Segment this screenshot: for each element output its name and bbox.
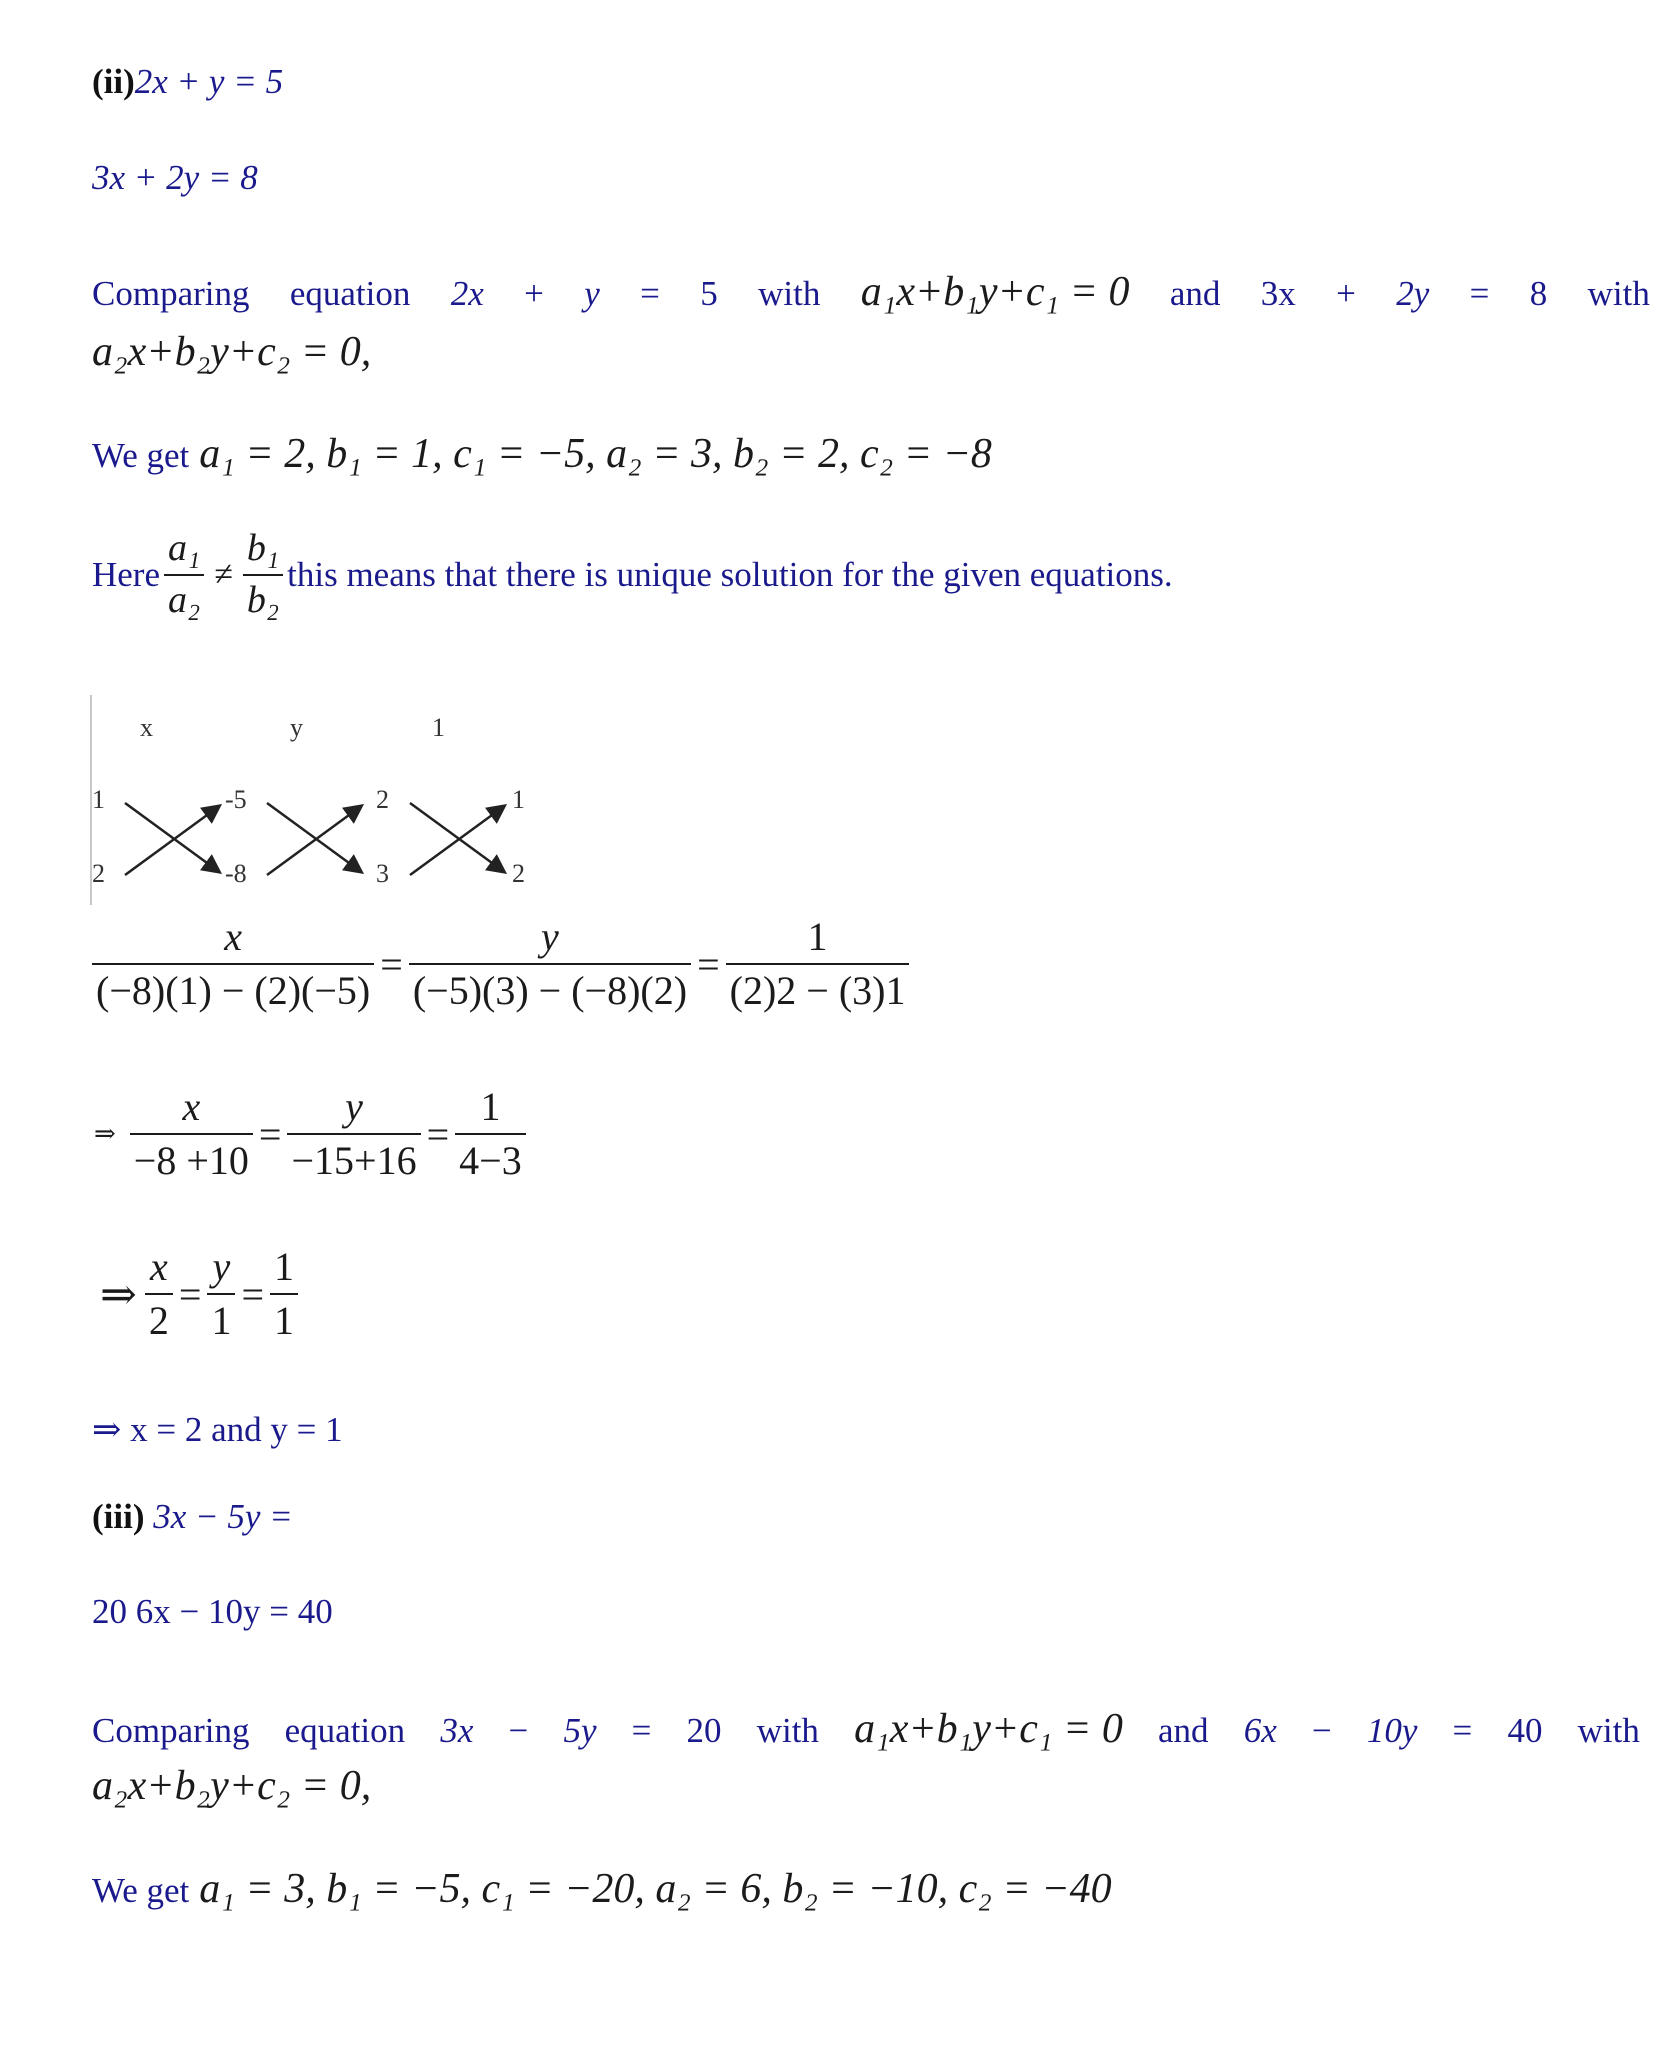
step-1-equation (92, 915, 909, 1013)
part-ii-equation-1: 2x + y = 5 (134, 62, 284, 101)
equals-sign: = (426, 1111, 450, 1157)
fraction-y (409, 915, 691, 1013)
numerator: x (149, 1244, 168, 1289)
equals-sign: = (380, 941, 403, 987)
word: 8 (1529, 274, 1548, 313)
fraction-1 (726, 915, 910, 1013)
we-get-label: We get (92, 1871, 190, 1910)
word: 5 (700, 274, 718, 313)
denominator: 4−3 (459, 1138, 522, 1183)
not-equal-sign: ≠ (214, 555, 233, 593)
fraction-y (287, 1085, 420, 1183)
ratio-b-den: b₂ (246, 578, 280, 621)
fraction-bar (92, 963, 374, 965)
fraction-1 (270, 1245, 298, 1343)
denominator: 2 (148, 1298, 169, 1343)
coefficient-values: a₁ = 2, b₁ = 1, c₁ = −5, a₂ = 3, b₂ = 2, c₂ = −8 (199, 431, 992, 477)
diagram-header-1: 1 (432, 713, 445, 742)
denominator: (2)2 − (3)1 (729, 968, 906, 1013)
part-ii-label: (ii) (92, 62, 135, 101)
numerator: x (182, 1084, 201, 1129)
word: 3x (440, 1711, 474, 1750)
word: 5y (563, 1711, 597, 1750)
word: = (1469, 274, 1490, 313)
part-iii-heading (92, 1497, 293, 1537)
diagram-value: -8 (225, 859, 247, 888)
fraction-1 (455, 1085, 526, 1183)
we-get-label: We get (92, 436, 190, 475)
fraction-x (130, 1085, 253, 1183)
diagram-value: 2 (376, 785, 389, 814)
fraction-x (145, 1245, 173, 1343)
general-form-1: a₁x+b₁y+c₁ = 0 (854, 1706, 1123, 1752)
part-ii-equation-2: 3x + 2y = 8 (92, 158, 258, 197)
fraction-bar (243, 574, 283, 576)
word: y (584, 274, 600, 313)
word: 20 (686, 1711, 722, 1750)
word: 10y (1366, 1711, 1418, 1750)
word: equation (284, 1711, 406, 1750)
general-form-1: a₁x+b₁y+c₁ = 0 (860, 269, 1130, 315)
part-ii-we-get (92, 430, 992, 478)
numerator: 1 (807, 914, 828, 959)
diagram-value: 1 (92, 785, 105, 814)
part-iii-we-get (92, 1865, 1112, 1913)
ratio-a-num: a₁ (168, 527, 201, 569)
word: = (1452, 1711, 1473, 1750)
part-ii-result: ⇒ x = 2 and y = 1 (92, 1410, 343, 1449)
word: 3x (1260, 274, 1296, 313)
part-ii-here-line (92, 528, 1173, 622)
word: 2y (1396, 274, 1430, 313)
cross-arrows-icon (90, 695, 550, 910)
word: and (1169, 274, 1221, 313)
fraction-bar (409, 963, 691, 965)
word: = (631, 1711, 652, 1750)
cross-multiplication-diagram (90, 695, 550, 910)
fraction-y (207, 1245, 235, 1343)
step-3-equation (94, 1245, 298, 1343)
equals-sign: = (178, 1271, 202, 1317)
implies-arrow-icon: ⇒ (100, 1269, 137, 1319)
equals-sign: = (241, 1271, 264, 1317)
numerator: 1 (274, 1244, 294, 1289)
equals-sign: = (258, 1111, 282, 1157)
fraction-bar (164, 574, 204, 576)
word: = (640, 274, 660, 313)
denominator: 1 (211, 1298, 232, 1343)
word: with (756, 1711, 819, 1750)
part-ii-comparing-line (92, 268, 1650, 316)
word: + (1336, 274, 1356, 313)
numerator: 1 (480, 1084, 501, 1129)
word: Comparing (92, 1711, 250, 1750)
word: with (758, 274, 821, 313)
word: equation (289, 274, 411, 313)
word: with (1577, 1711, 1640, 1750)
part-iii-general-form-2: a₂x+b₂y+c₂ = 0, (92, 1763, 372, 1809)
numerator: y (345, 1084, 363, 1129)
part-iii-comparing-line (92, 1705, 1640, 1753)
ratio-b-num: b₁ (246, 527, 280, 569)
diagram-header-x: x (140, 713, 153, 742)
fraction-bar (726, 963, 910, 965)
part-iii-equation-2: 20 6x − 10y = 40 (92, 1592, 333, 1631)
here-explanation: this means that there is unique solution for the given equations. (287, 554, 1173, 594)
denominator: (−5)(3) − (−8)(2) (412, 968, 688, 1013)
denominator: 1 (274, 1298, 294, 1343)
fraction-bar (270, 1293, 298, 1295)
step-2-equation (88, 1085, 526, 1183)
equals-sign: = (697, 941, 720, 987)
diagram-value: 2 (512, 859, 525, 888)
ratio-a-den: a₂ (168, 578, 201, 621)
fraction-bar (287, 1133, 420, 1135)
part-iii-label: (iii) (92, 1497, 145, 1536)
numerator: x (224, 914, 242, 959)
word: − (1311, 1711, 1332, 1750)
word: 6x (1243, 1711, 1277, 1750)
denominator: (−8)(1) − (2)(−5) (96, 968, 371, 1013)
word: 40 (1507, 1711, 1543, 1750)
numerator: y (541, 914, 559, 959)
diagram-value: -5 (225, 785, 247, 814)
implies-arrow-icon: ⇒ (94, 1119, 116, 1148)
ratio-b (243, 528, 283, 622)
part-ii-heading (92, 62, 283, 102)
word: Comparing (92, 274, 250, 313)
word: with (1587, 274, 1650, 313)
fraction-bar (207, 1293, 235, 1295)
part-iii-equation-1: 3x − 5y = (153, 1497, 293, 1536)
numerator: y (212, 1244, 231, 1289)
diagram-value: 3 (376, 859, 389, 888)
diagram-header-y: y (290, 713, 303, 742)
ratio-a (164, 528, 204, 622)
coefficient-values: a₁ = 3, b₁ = −5, c₁ = −20, a₂ = 6, b₂ = −10, c₂ = −40 (199, 1866, 1112, 1912)
word: and (1158, 1711, 1209, 1750)
diagram-value: 1 (512, 785, 525, 814)
word: 2x (450, 274, 484, 313)
here-label: Here (92, 554, 161, 594)
word: + (524, 274, 544, 313)
fraction-x (92, 915, 374, 1013)
part-ii-general-form-2: a₂x+b₂y+c₂ = 0, (92, 329, 372, 375)
fraction-bar (145, 1293, 173, 1295)
word: − (508, 1711, 529, 1750)
fraction-bar (455, 1133, 526, 1135)
denominator: −8 +10 (133, 1138, 249, 1183)
fraction-bar (130, 1133, 253, 1135)
denominator: −15+16 (291, 1138, 417, 1183)
diagram-value: 2 (92, 859, 105, 888)
